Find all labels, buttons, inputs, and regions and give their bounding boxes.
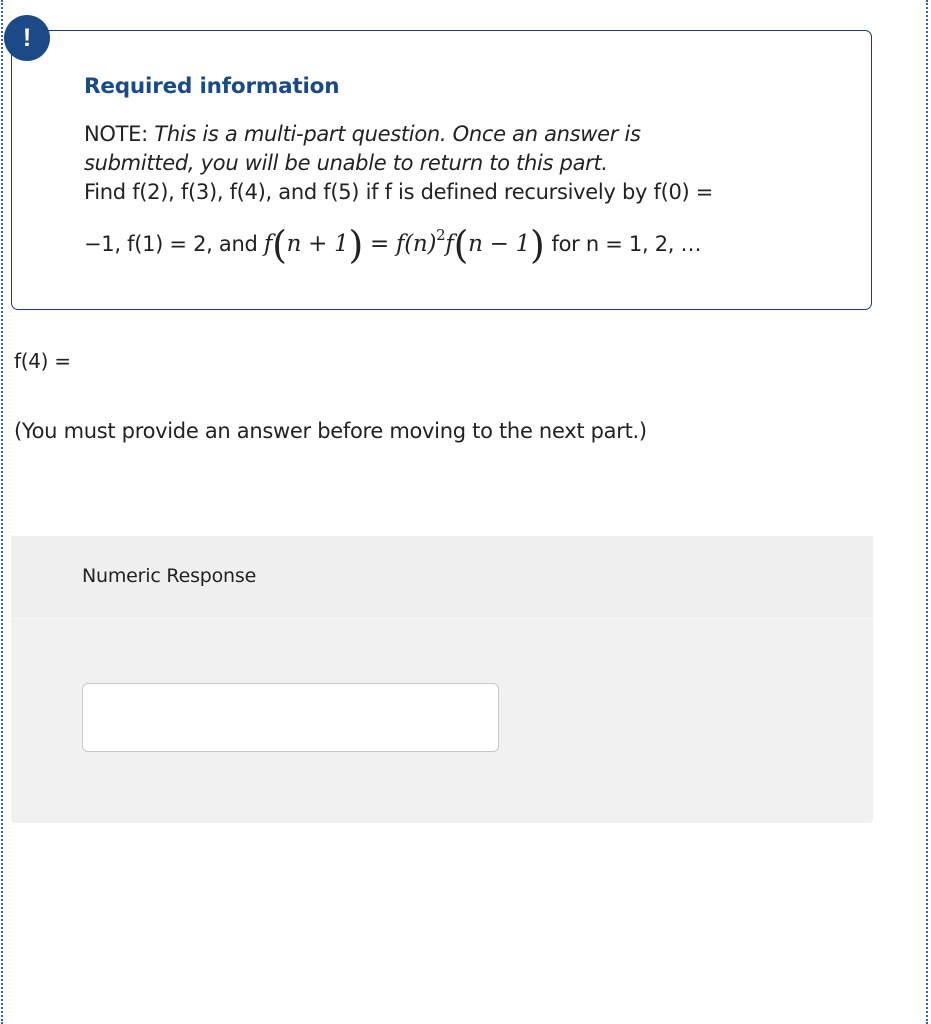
- right-dotted-border: [926, 0, 928, 1024]
- response-header: [11, 536, 873, 619]
- find-line: Find f(2), f(3), f(4), and f(5) if f is defined recursively by f(0) =: [84, 180, 714, 204]
- recurrence-line: [84, 221, 702, 267]
- note-line-1: [84, 120, 641, 149]
- note-text-1: This is a multi-part question. Once an answer is: [154, 122, 641, 146]
- numeric-answer-input[interactable]: [82, 683, 499, 752]
- base-case-text: −1, f(1) = 2, and: [84, 232, 258, 256]
- note-line-2: submitted, you will be unable to return to this part.: [84, 151, 608, 175]
- formula-arg1: n + 1: [286, 231, 349, 257]
- recurrence-formula: $f(n + 1) = f(n)^2f(n - 1)$: [263, 223, 545, 267]
- formula-f2: f(n): [396, 231, 437, 257]
- question-label: f(4) =: [14, 349, 71, 373]
- note-prefix: NOTE:: [84, 122, 155, 146]
- formula-arg2: n − 1: [468, 231, 530, 257]
- formula-eq: =: [370, 231, 390, 257]
- response-header-label: Numeric Response: [82, 565, 257, 587]
- left-dotted-border: [1, 0, 3, 1024]
- formula-exponent: 2: [436, 226, 446, 244]
- must-answer-note: (You must provide an answer before moving to the next part.): [14, 419, 647, 443]
- required-info-title: Required information: [84, 74, 340, 99]
- numeric-response-panel: [11, 536, 873, 823]
- range-text: for n = 1, 2, …: [551, 232, 702, 256]
- formula-f3: f: [445, 231, 454, 257]
- alert-icon: [4, 15, 50, 61]
- formula-f1: f: [263, 231, 273, 257]
- alert-badge-glyph: !: [22, 23, 32, 52]
